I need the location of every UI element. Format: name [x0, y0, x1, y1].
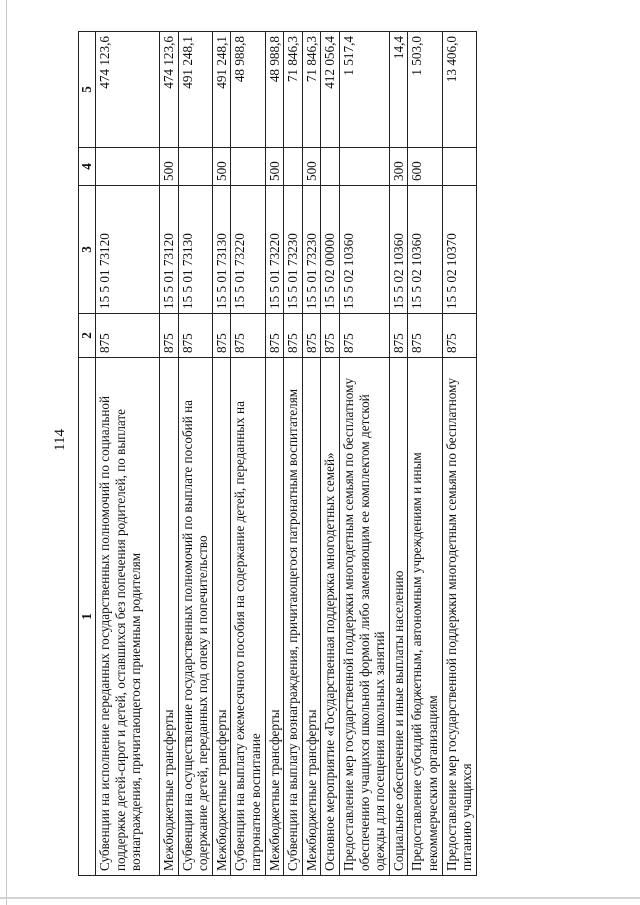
cell-amount: 13 406,0 [442, 32, 476, 148]
table-row [178, 32, 212, 876]
cell-amount: 1 517,4 [339, 32, 389, 148]
cell-grbs: 875 [231, 314, 265, 358]
table-row [265, 32, 284, 876]
scan-edge-left [6, 0, 7, 905]
cell-name: Основное мероприятие «Государственная поддержка многодетных семей» [321, 358, 340, 876]
table-row [231, 32, 265, 876]
cell-grbs: 875 [178, 314, 212, 358]
page-number: 114 [52, 429, 68, 451]
cell-grbs: 875 [265, 314, 284, 358]
cell-vr: 600 [408, 148, 442, 186]
cell-code: 15 5 02 10360 [339, 186, 389, 314]
table-header-row [79, 32, 96, 876]
cell-code: 15 5 02 10360 [389, 186, 408, 314]
cell-grbs: 875 [408, 314, 442, 358]
cell-code: 15 5 02 00000 [321, 186, 340, 314]
cell-code: 15 5 01 73130 [178, 186, 212, 314]
scan-edge-bottom [0, 897, 640, 899]
cell-code: 15 5 01 73120 [160, 186, 179, 314]
cell-amount: 491 248,1 [212, 32, 231, 148]
header-col-2: 2 [79, 314, 96, 358]
cell-vr: 500 [302, 148, 321, 186]
table-row [160, 32, 179, 876]
table-row [339, 32, 389, 876]
cell-vr: 500 [212, 148, 231, 186]
cell-vr: 500 [160, 148, 179, 186]
cell-name: Предоставление мер государственной поддержки многодетным семьям по бесплатному питанию учащихся [442, 358, 476, 876]
cell-grbs: 875 [284, 314, 303, 358]
cell-amount: 48 988,8 [231, 32, 265, 148]
header-col-1: 1 [79, 358, 96, 876]
cell-name: Субвенции на исполнение переданных государственных полномочий по социальной поддержке детей-сирот и детей, оставшихся без попечения родителей, по выплате вознаграждения, причитающегося приемным родителям [96, 358, 160, 876]
cell-name: Межбюджетные трансферты [212, 358, 231, 876]
cell-code: 15 5 01 73130 [212, 186, 231, 314]
cell-amount: 474 123,6 [96, 32, 160, 148]
cell-vr: 500 [265, 148, 284, 186]
cell-amount: 48 988,8 [265, 32, 284, 148]
cell-code: 15 5 01 73220 [265, 186, 284, 314]
table-row [389, 32, 408, 876]
cell-name: Субвенции на осуществление государственных полномочий по выплате пособий на содержание детей, переданных под опеку и попечительство [178, 358, 212, 876]
cell-name: Субвенции на выплату вознаграждения, причитающегося патронатным воспитателям [284, 358, 303, 876]
header-col-3: 3 [79, 186, 96, 314]
cell-grbs: 875 [321, 314, 340, 358]
cell-amount: 474 123,6 [160, 32, 179, 148]
cell-amount: 1 503,0 [408, 32, 442, 148]
cell-vr [442, 148, 476, 186]
rotated-table-container [78, 32, 562, 876]
table-row [321, 32, 340, 876]
cell-name: Социальное обеспечение и иные выплаты населению [389, 358, 408, 876]
cell-code: 15 5 02 10370 [442, 186, 476, 314]
cell-name: Межбюджетные трансферты [265, 358, 284, 876]
table-row [96, 32, 160, 876]
cell-vr: 300 [389, 148, 408, 186]
cell-vr [284, 148, 303, 186]
cell-name: Межбюджетные трансферты [160, 358, 179, 876]
cell-grbs: 875 [442, 314, 476, 358]
cell-grbs: 875 [339, 314, 389, 358]
cell-grbs: 875 [160, 314, 179, 358]
cell-amount: 491 248,1 [178, 32, 212, 148]
cell-vr [178, 148, 212, 186]
table-row [442, 32, 476, 876]
cell-name: Предоставление мер государственной поддержки многодетным семьям по бесплатному обеспечению учащихся школьной формой либо заменяющим ее комплектом детской одежды для посещения школьных занятий [339, 358, 389, 876]
budget-table [78, 31, 477, 876]
cell-grbs: 875 [302, 314, 321, 358]
cell-amount: 71 846,3 [302, 32, 321, 148]
cell-grbs: 875 [96, 314, 160, 358]
table-row [212, 32, 231, 876]
cell-grbs: 875 [389, 314, 408, 358]
header-col-4: 4 [79, 148, 96, 186]
cell-vr [339, 148, 389, 186]
cell-vr [321, 148, 340, 186]
cell-code: 15 5 02 10360 [408, 186, 442, 314]
cell-name: Предоставление субсидий бюджетным, автономным учреждениям и иным некоммерческим организациям [408, 358, 442, 876]
cell-amount: 412 056,4 [321, 32, 340, 148]
cell-amount: 14,4 [389, 32, 408, 148]
cell-name: Субвенции на выплату ежемесячного пособия на содержание детей, переданных на патронатное воспитание [231, 358, 265, 876]
cell-code: 15 5 01 73220 [231, 186, 265, 314]
cell-code: 15 5 01 73230 [302, 186, 321, 314]
cell-code: 15 5 01 73230 [284, 186, 303, 314]
table-row [408, 32, 442, 876]
cell-vr [96, 148, 160, 186]
table-row [284, 32, 303, 876]
cell-amount: 71 846,3 [284, 32, 303, 148]
cell-name: Межбюджетные трансферты [302, 358, 321, 876]
header-col-5: 5 [79, 32, 96, 148]
cell-code: 15 5 01 73120 [96, 186, 160, 314]
cell-grbs: 875 [212, 314, 231, 358]
cell-vr [231, 148, 265, 186]
table-row [302, 32, 321, 876]
